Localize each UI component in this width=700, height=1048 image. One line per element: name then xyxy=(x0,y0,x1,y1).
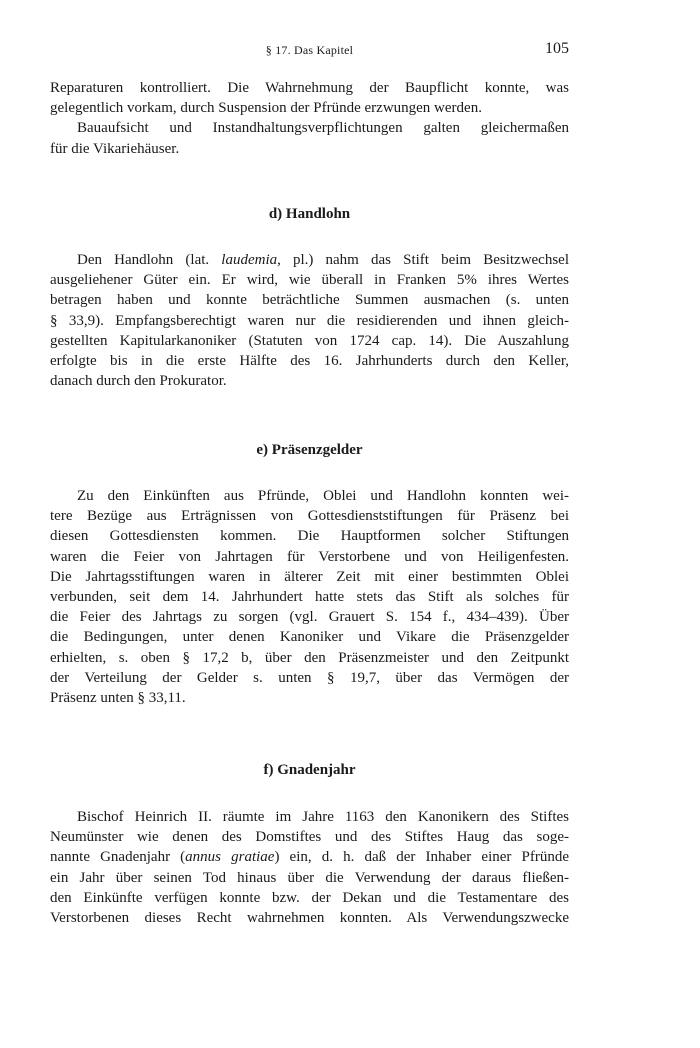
text-line: Neumünster wie denen des Domstiftes und des Stiftes Haug das soge- xyxy=(50,829,569,846)
text-line: nannte Gnadenjahr (annus gratiae) ein, d. h. daß der Inhaber einer Pfründe xyxy=(50,849,569,866)
text-line: Den Handlohn (lat. laudemia, pl.) nahm das Stift beim Besitzwechsel xyxy=(77,252,569,268)
running-title: § 17. Das Kapitel xyxy=(265,43,354,57)
section-f xyxy=(50,762,569,779)
running-header xyxy=(50,40,569,64)
text-line: Bischof Heinrich II. räumte im Jahre 1163 den Kanonikern des Stiftes xyxy=(77,809,569,825)
text-line: waren die Feier von Jahrtagen für Verstorbene und von Heiligenfesten. xyxy=(50,548,569,565)
section-e-body xyxy=(50,486,569,708)
text-line: Bauaufsicht und Instandhaltungsverpflichtungen galten gleichermaßen xyxy=(77,120,569,137)
text-line: Zu den Einkünften aus Pfründe, Oblei und Handlohn konnten wei- xyxy=(77,488,569,504)
text-line: verbunden, seit dem 14. Jahrhundert hatte stets das Stift als solches für xyxy=(50,589,569,606)
latin-term: laudemia xyxy=(221,252,278,268)
text-line: für die Vikariehäuser. xyxy=(50,140,180,157)
text-line: den Einkünfte verfügen konnte bzw. der Dekan und die Testamentare des xyxy=(50,889,569,906)
text-line: gelegentlich vorkam, durch Suspension der Pfründe erzwungen werden. xyxy=(50,100,482,117)
intro-paragraphs xyxy=(50,78,569,159)
section-f-body xyxy=(50,807,569,928)
section-e xyxy=(50,442,569,459)
section-heading: d) Handlohn xyxy=(268,206,351,222)
text-line: diesen Gottesdiensten kommen. Die Hauptformen solcher Stiftungen xyxy=(50,528,569,545)
text-line: betragen haben und konnte beträchtliche Summen ausmachen (s. unten xyxy=(50,292,569,309)
section-d xyxy=(50,206,569,223)
text-line: erhielten, s. oben § 17,2 b, über den Präsenzmeister und den Zeitpunkt xyxy=(50,649,569,666)
section-heading: f) Gnadenjahr xyxy=(263,762,356,778)
text-line: die Feier des Jahrtags zu sorgen (vgl. Grauert S. 154 f., 434–439). Über xyxy=(50,609,569,626)
book-page xyxy=(50,40,569,927)
text-line: gestellten Kapitularkanoniker (Statuten von 1724 cap. 14). Die Auszahlung xyxy=(50,332,569,349)
text-line: Reparaturen kontrolliert. Die Wahrnehmung der Baupflicht konnte, was xyxy=(50,80,569,96)
latin-term: annus gratiae xyxy=(185,849,275,866)
text-line: Verstorbenen dieses Recht wahrnehmen konnten. Als Verwendungszwecke xyxy=(50,910,569,927)
text-line: danach durch den Prokurator. xyxy=(50,373,227,390)
text-line: Die Jahrtagsstiftungen waren in älterer Zeit mit einer bestimmten Oblei xyxy=(50,568,569,585)
text-line: erfolgte bis in die erste Hälfte des 16. Jahrhunderts durch den Keller, xyxy=(50,353,569,370)
text-line: ein Jahr über seinen Tod hinaus über die Verwendung der daraus fließen- xyxy=(50,869,569,886)
text-line: die Bedingungen, unter denen Kanoniker und Vikare die Präsenzgelder xyxy=(50,629,569,646)
text-line: ausgeliehener Güter ein. Er wird, wie überall in Franken 5% ihres Wertes xyxy=(50,272,569,289)
text-line: tere Bezüge aus Erträgnissen von Gottesdienststiftungen für Präsenz bei xyxy=(50,508,569,525)
text-line: Präsenz unten § 33,11. xyxy=(50,690,186,707)
section-heading: e) Präsenzgelder xyxy=(256,442,363,458)
text-line: der Verteilung der Gelder s. unten § 19,7, über das Vermögen der xyxy=(50,669,569,686)
section-d-body xyxy=(50,250,569,391)
page-number: 105 xyxy=(545,40,569,57)
text-line: § 33,9). Empfangsberechtigt waren nur die residierenden und ihnen gleich- xyxy=(50,312,569,329)
